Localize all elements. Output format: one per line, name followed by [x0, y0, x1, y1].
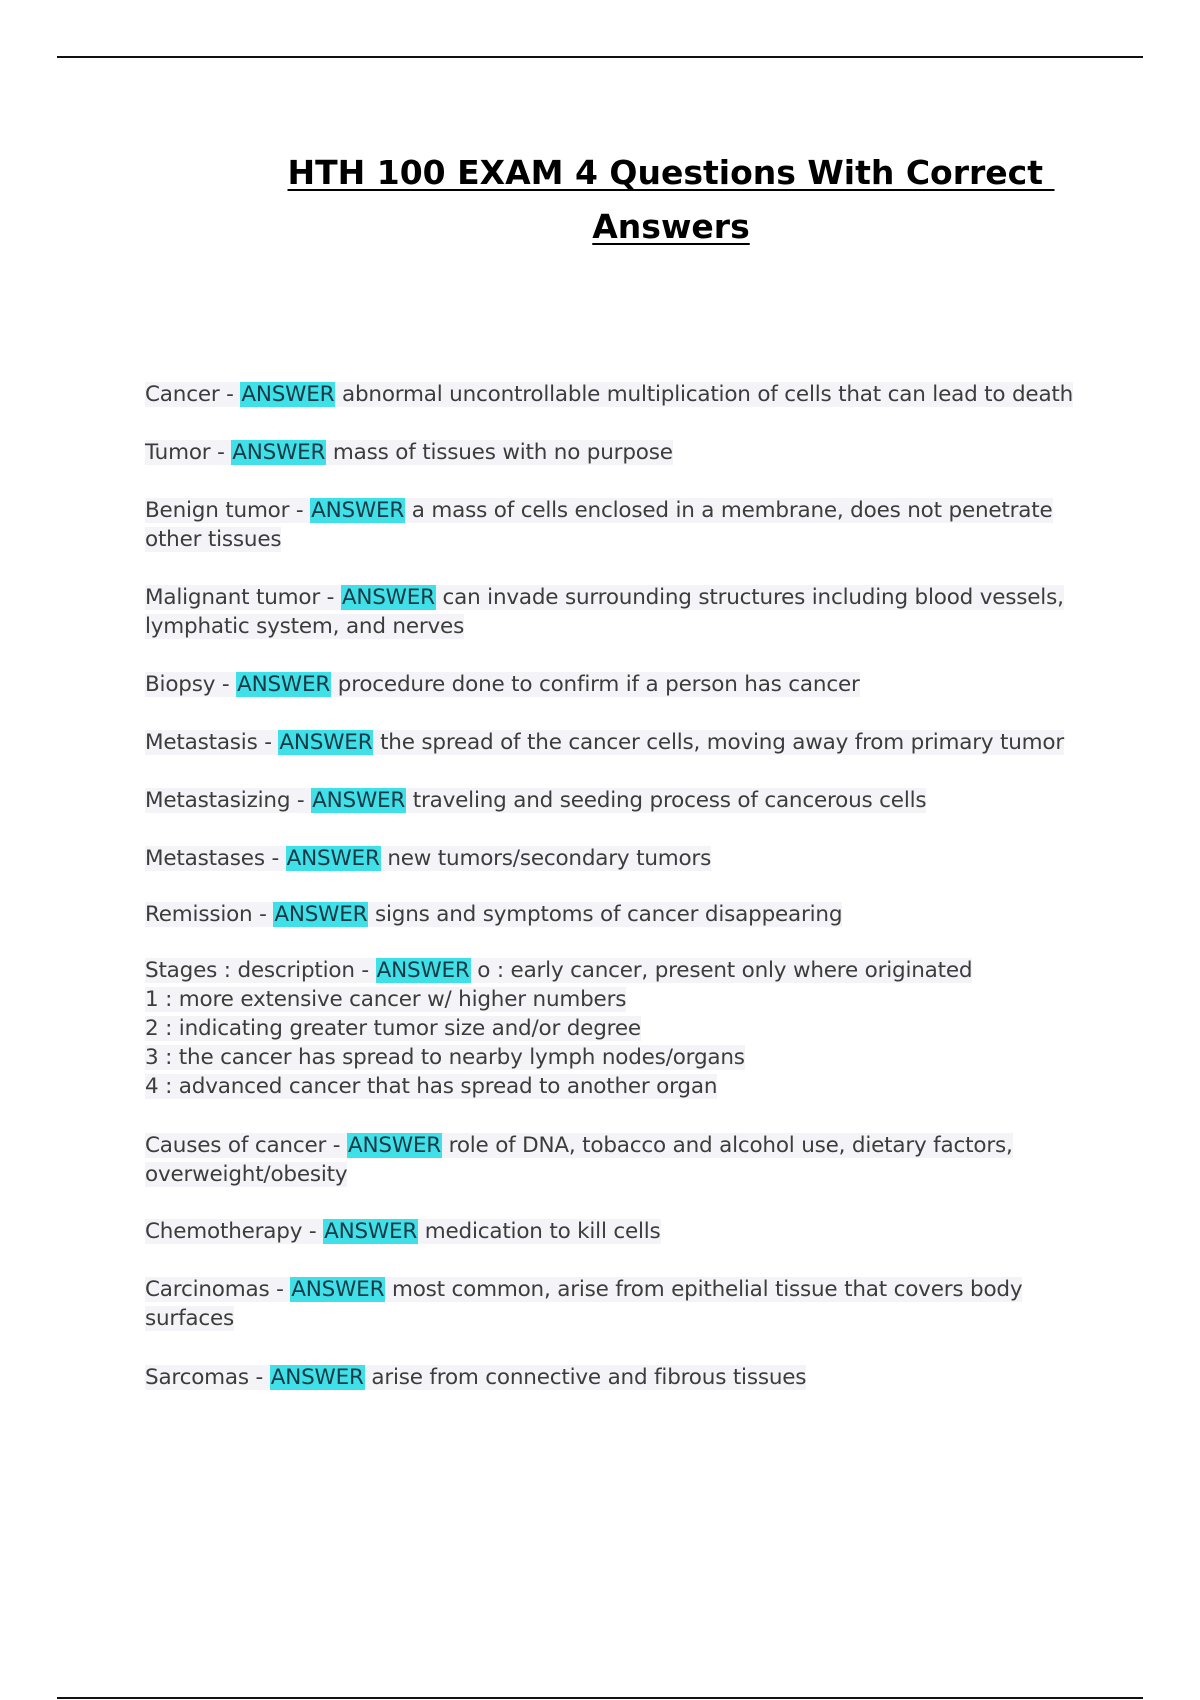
qa-text: [145, 585, 1064, 639]
document-title: [255, 146, 1087, 254]
qa-answer: signs and symptoms of cancer disappearing: [368, 902, 843, 927]
qa-answer: can invade surrounding structures including blood vessels, lymphatic system, and nerves: [145, 585, 1064, 639]
qa-item: [145, 670, 1085, 699]
qa-item: [145, 583, 1085, 641]
qa-item: [145, 438, 1085, 467]
qa-text: [145, 440, 673, 465]
answer-highlight: ANSWER: [312, 788, 406, 813]
qa-term: Metastasizing -: [145, 788, 312, 813]
qa-answer: abnormal uncontrollable multiplication of cells that can lead to death: [335, 382, 1074, 407]
qa-term: Benign tumor -: [145, 498, 311, 523]
title-line-1: HTH 100 EXAM 4 Questions With Correct: [287, 153, 1055, 192]
qa-item: [145, 380, 1085, 409]
answer-highlight: ANSWER: [274, 902, 368, 927]
qa-term: Metastases -: [145, 846, 286, 871]
qa-term: Stages : description -: [145, 958, 376, 983]
qa-text: [145, 672, 860, 697]
bottom-rule: [57, 1697, 1143, 1699]
qa-answer: traveling and seeding process of cancerous cells: [406, 788, 927, 813]
qa-answer: the spread of the cancer cells, moving away from primary tumor: [373, 730, 1065, 755]
qa-answer: procedure done to confirm if a person has cancer: [331, 672, 860, 697]
answer-highlight: ANSWER: [324, 1219, 418, 1244]
qa-item: [145, 1217, 1085, 1246]
qa-text: [145, 958, 972, 983]
qa-text: [145, 498, 1053, 552]
qa-answer: most common, arise from epithelial tissue that covers body surfaces: [145, 1277, 1023, 1331]
qa-term: Cancer -: [145, 382, 241, 407]
qa-item: [145, 900, 1085, 929]
qa-item: [145, 844, 1085, 873]
qa-extra-line: 4 : advanced cancer that has spread to another organ: [145, 1074, 718, 1099]
qa-answer: new tumors/secondary tumors: [380, 846, 712, 871]
qa-term: Chemotherapy -: [145, 1219, 324, 1244]
qa-term: Causes of cancer -: [145, 1133, 347, 1158]
qa-text: [145, 788, 926, 813]
qa-item: [145, 496, 1085, 554]
qa-extra-line: 3 : the cancer has spread to nearby lymph nodes/organs: [145, 1045, 745, 1070]
qa-item: [145, 728, 1085, 757]
qa-term: Malignant tumor -: [145, 585, 341, 610]
qa-term: Metastasis -: [145, 730, 279, 755]
answer-highlight: ANSWER: [311, 498, 405, 523]
answer-highlight: ANSWER: [341, 585, 435, 610]
top-rule: [57, 56, 1143, 58]
answer-highlight: ANSWER: [376, 958, 470, 983]
qa-item: [145, 1131, 1085, 1189]
answer-highlight: ANSWER: [232, 440, 326, 465]
answer-highlight: ANSWER: [286, 846, 380, 871]
answer-highlight: ANSWER: [237, 672, 331, 697]
qa-term: Biopsy -: [145, 672, 237, 697]
answer-highlight: ANSWER: [279, 730, 373, 755]
qa-answer: a mass of cells enclosed in a membrane, does not penetrate other tissues: [145, 498, 1053, 552]
qa-text: [145, 1133, 1013, 1187]
qa-text: [145, 1365, 806, 1390]
qa-text: [145, 1277, 1022, 1331]
qa-term: Carcinomas -: [145, 1277, 291, 1302]
qa-extra-line: 1 : more extensive cancer w/ higher numbers: [145, 987, 627, 1012]
answer-highlight: ANSWER: [270, 1365, 364, 1390]
qa-item: [145, 786, 1085, 815]
qa-term: Remission -: [145, 902, 274, 927]
qa-answer: role of DNA, tobacco and alcohol use, dietary factors, overweight/obesity: [145, 1133, 1013, 1187]
qa-item: [145, 956, 1085, 1101]
answer-highlight: ANSWER: [241, 382, 335, 407]
qa-text: [145, 846, 711, 871]
qa-text: [145, 382, 1073, 407]
qa-answer: o : early cancer, present only where originated: [470, 958, 973, 983]
qa-extra-line: 2 : indicating greater tumor size and/or degree: [145, 1016, 641, 1041]
qa-answer: medication to kill cells: [418, 1219, 661, 1244]
qa-text: [145, 1219, 661, 1244]
qa-item: [145, 1363, 1085, 1392]
qa-answer: mass of tissues with no purpose: [326, 440, 673, 465]
qa-text: [145, 730, 1064, 755]
qa-term: Sarcomas -: [145, 1365, 270, 1390]
qa-text: [145, 902, 842, 927]
title-line-2: Answers: [592, 207, 750, 246]
qa-term: Tumor -: [145, 440, 232, 465]
qa-answer: arise from connective and fibrous tissues: [364, 1365, 807, 1390]
answer-highlight: ANSWER: [291, 1277, 385, 1302]
answer-highlight: ANSWER: [347, 1133, 442, 1158]
qa-item: [145, 1275, 1085, 1333]
